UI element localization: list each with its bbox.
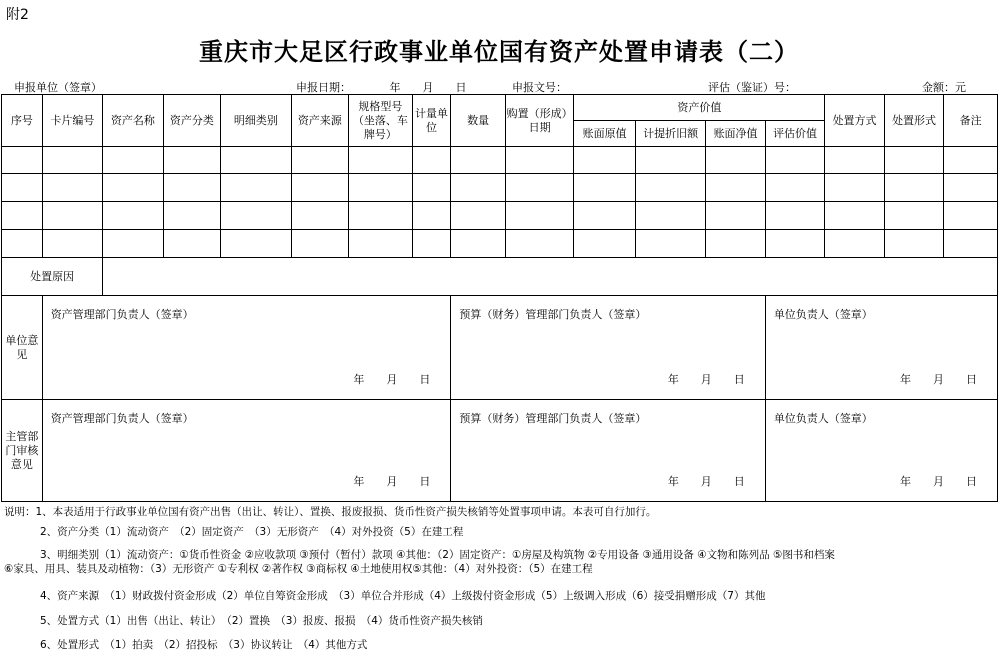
cell[interactable] bbox=[884, 174, 944, 202]
disposal-form-table bbox=[1, 94, 998, 502]
cell[interactable] bbox=[2, 174, 43, 202]
cell[interactable] bbox=[2, 147, 43, 174]
unit-head-sign[interactable] bbox=[765, 296, 997, 400]
cell[interactable] bbox=[944, 230, 998, 258]
unit-opinion-label: 单位意见 bbox=[2, 296, 43, 400]
sign-label: 单位负责人（签章） bbox=[773, 412, 873, 425]
dept-review-label: 主管部门审核意见 bbox=[2, 400, 43, 502]
header-spec-model: 规格型号（坐落、车牌号） bbox=[349, 95, 413, 147]
cell[interactable] bbox=[635, 147, 705, 174]
cell[interactable] bbox=[349, 147, 413, 174]
cell[interactable] bbox=[291, 147, 349, 174]
header-asset-value: 资产价值 bbox=[574, 95, 825, 121]
cell[interactable] bbox=[451, 147, 506, 174]
cell[interactable] bbox=[505, 174, 574, 202]
cell[interactable] bbox=[944, 174, 998, 202]
header-asset-source: 资产来源 bbox=[291, 95, 349, 147]
cell[interactable] bbox=[412, 202, 451, 230]
header-remarks: 备注 bbox=[944, 95, 998, 147]
cell[interactable] bbox=[706, 202, 766, 230]
header-asset-name: 资产名称 bbox=[103, 95, 163, 147]
cell[interactable] bbox=[163, 147, 221, 174]
cell[interactable] bbox=[635, 230, 705, 258]
cell[interactable] bbox=[884, 147, 944, 174]
note-line: 4、资产来源 （1）财政拨付资金形成（2）单位自筹资金形成 （3）单位合并形成（4）上级拨付资金形成（5）上级调入形成（6）接受捐赠形成（7）其他 bbox=[40, 590, 766, 602]
sign-date: 年 月 日 bbox=[900, 475, 977, 488]
cell[interactable] bbox=[2, 230, 43, 258]
disposal-reason-label: 处置原因 bbox=[2, 258, 103, 296]
cell[interactable] bbox=[635, 202, 705, 230]
header-acquire-date: 购置（形成）日期 bbox=[505, 95, 574, 147]
cell[interactable] bbox=[451, 230, 506, 258]
cell[interactable] bbox=[103, 230, 163, 258]
cell[interactable] bbox=[574, 147, 635, 174]
header-disposal-form: 处置形式 bbox=[884, 95, 944, 147]
table-row bbox=[2, 174, 998, 202]
header-seq: 序号 bbox=[2, 95, 43, 147]
cell[interactable] bbox=[825, 230, 885, 258]
cell[interactable] bbox=[349, 174, 413, 202]
cell[interactable] bbox=[221, 202, 291, 230]
sign-date: 年 月 日 bbox=[667, 373, 745, 386]
sign-label: 单位负责人（签章） bbox=[773, 308, 873, 321]
sign-label: 资产管理部门负责人（签章） bbox=[50, 412, 194, 425]
meta-amount: 金额：元 bbox=[922, 81, 966, 94]
cell[interactable] bbox=[825, 174, 885, 202]
sign-date: 年 月 日 bbox=[353, 373, 431, 386]
unit-budget-dept-sign[interactable] bbox=[451, 296, 765, 400]
cell[interactable] bbox=[825, 202, 885, 230]
cell[interactable] bbox=[505, 147, 574, 174]
cell[interactable] bbox=[103, 174, 163, 202]
cell[interactable] bbox=[765, 147, 825, 174]
note-line: 2、资产分类（1）流动资产 （2）固定资产 （3）无形资产 （4）对外投资（5）在建工程 bbox=[40, 526, 464, 538]
note-line: 5、处置方式（1）出售（出让、转让） （2）置换 （3）报废、报损 （4）货币性资产损失核销 bbox=[40, 615, 483, 627]
cell[interactable] bbox=[451, 202, 506, 230]
cell[interactable] bbox=[103, 147, 163, 174]
note-line: ⑥家具、用具、装具及动植物：（3）无形资产 ①专利权 ②著作权 ③商标权 ④土地使用权⑤其他：（4）对外投资：（5）在建工程 bbox=[4, 563, 593, 575]
cell[interactable] bbox=[42, 230, 102, 258]
meta-appraisal-no: 评估（鉴证）号： bbox=[708, 81, 796, 94]
cell[interactable] bbox=[163, 230, 221, 258]
cell[interactable] bbox=[349, 202, 413, 230]
header-asset-class: 资产分类 bbox=[163, 95, 221, 147]
attachment-label: 附2 bbox=[6, 7, 29, 23]
unit-asset-dept-sign[interactable] bbox=[42, 296, 451, 400]
disposal-reason-input[interactable] bbox=[103, 258, 998, 296]
cell[interactable] bbox=[412, 174, 451, 202]
cell[interactable] bbox=[574, 202, 635, 230]
cell[interactable] bbox=[574, 174, 635, 202]
dept-asset-dept-sign[interactable] bbox=[42, 400, 451, 502]
cell[interactable] bbox=[944, 202, 998, 230]
cell[interactable] bbox=[765, 202, 825, 230]
cell[interactable] bbox=[103, 202, 163, 230]
cell[interactable] bbox=[163, 174, 221, 202]
cell[interactable] bbox=[42, 174, 102, 202]
cell[interactable] bbox=[221, 147, 291, 174]
header-disposal-method: 处置方式 bbox=[825, 95, 885, 147]
cell[interactable] bbox=[765, 174, 825, 202]
cell[interactable] bbox=[765, 230, 825, 258]
header-accum-depr: 计提折旧额 bbox=[635, 121, 705, 147]
cell[interactable] bbox=[412, 147, 451, 174]
sign-date: 年 月 日 bbox=[900, 373, 977, 386]
cell[interactable] bbox=[884, 230, 944, 258]
sign-date: 年 月 日 bbox=[353, 475, 431, 488]
cell[interactable] bbox=[221, 174, 291, 202]
meta-unit: 申报单位（签章） bbox=[14, 81, 102, 94]
sign-date: 年 月 日 bbox=[667, 475, 745, 488]
cell[interactable] bbox=[42, 202, 102, 230]
cell[interactable] bbox=[349, 230, 413, 258]
cell[interactable] bbox=[706, 147, 766, 174]
cell[interactable] bbox=[706, 230, 766, 258]
header-detail-class: 明细类别 bbox=[221, 95, 291, 147]
cell[interactable] bbox=[574, 230, 635, 258]
dept-head-sign[interactable] bbox=[765, 400, 997, 502]
table-row bbox=[2, 202, 998, 230]
meta-date: 申报日期： 年 月 日 bbox=[296, 81, 467, 94]
table-row bbox=[2, 147, 998, 174]
form-title: 重庆市大足区行政事业单位国有资产处置申请表（二） bbox=[199, 37, 799, 66]
header-appraised-value: 评估价值 bbox=[765, 121, 825, 147]
sign-label: 资产管理部门负责人（签章） bbox=[50, 308, 194, 321]
cell[interactable] bbox=[2, 202, 43, 230]
table-row bbox=[2, 230, 998, 258]
header-quantity: 数量 bbox=[451, 95, 506, 147]
cell[interactable] bbox=[291, 230, 349, 258]
sign-label: 预算（财务）管理部门负责人（签章） bbox=[459, 412, 647, 425]
header-card-no: 卡片编号 bbox=[42, 95, 102, 147]
cell[interactable] bbox=[505, 230, 574, 258]
cell[interactable] bbox=[505, 202, 574, 230]
cell[interactable] bbox=[412, 230, 451, 258]
cell[interactable] bbox=[42, 147, 102, 174]
cell[interactable] bbox=[635, 174, 705, 202]
header-book-net: 账面净值 bbox=[706, 121, 766, 147]
cell[interactable] bbox=[451, 174, 506, 202]
cell[interactable] bbox=[163, 202, 221, 230]
cell[interactable] bbox=[291, 202, 349, 230]
note-line: 说明：1、本表适用于行政事业单位国有资产出售（出让、转让）、置换、报废报损、货币性资产损失核销等处置事项申请。本表可自行加行。 bbox=[4, 506, 657, 518]
header-unit: 计量单位 bbox=[412, 95, 451, 147]
dept-budget-dept-sign[interactable] bbox=[451, 400, 765, 502]
note-line: 3、明细类别（1）流动资产：①货币性资金 ②应收款项 ③预付（暂付）款项 ④其他：（2）固定资产：①房屋及构筑物 ②专用设备 ③通用设备 ④文物和陈列品 ⑤图书和档案 bbox=[40, 549, 835, 561]
cell[interactable] bbox=[944, 147, 998, 174]
note-line: 6、处置形式 （1）拍卖 （2）招投标 （3）协议转让 （4）其他方式 bbox=[40, 639, 368, 651]
cell[interactable] bbox=[825, 147, 885, 174]
cell[interactable] bbox=[291, 174, 349, 202]
cell[interactable] bbox=[884, 202, 944, 230]
meta-doc-no: 申报文号： bbox=[512, 81, 567, 94]
cell[interactable] bbox=[221, 230, 291, 258]
header-book-original: 账面原值 bbox=[574, 121, 635, 147]
cell[interactable] bbox=[706, 174, 766, 202]
sign-label: 预算（财务）管理部门负责人（签章） bbox=[459, 308, 647, 321]
